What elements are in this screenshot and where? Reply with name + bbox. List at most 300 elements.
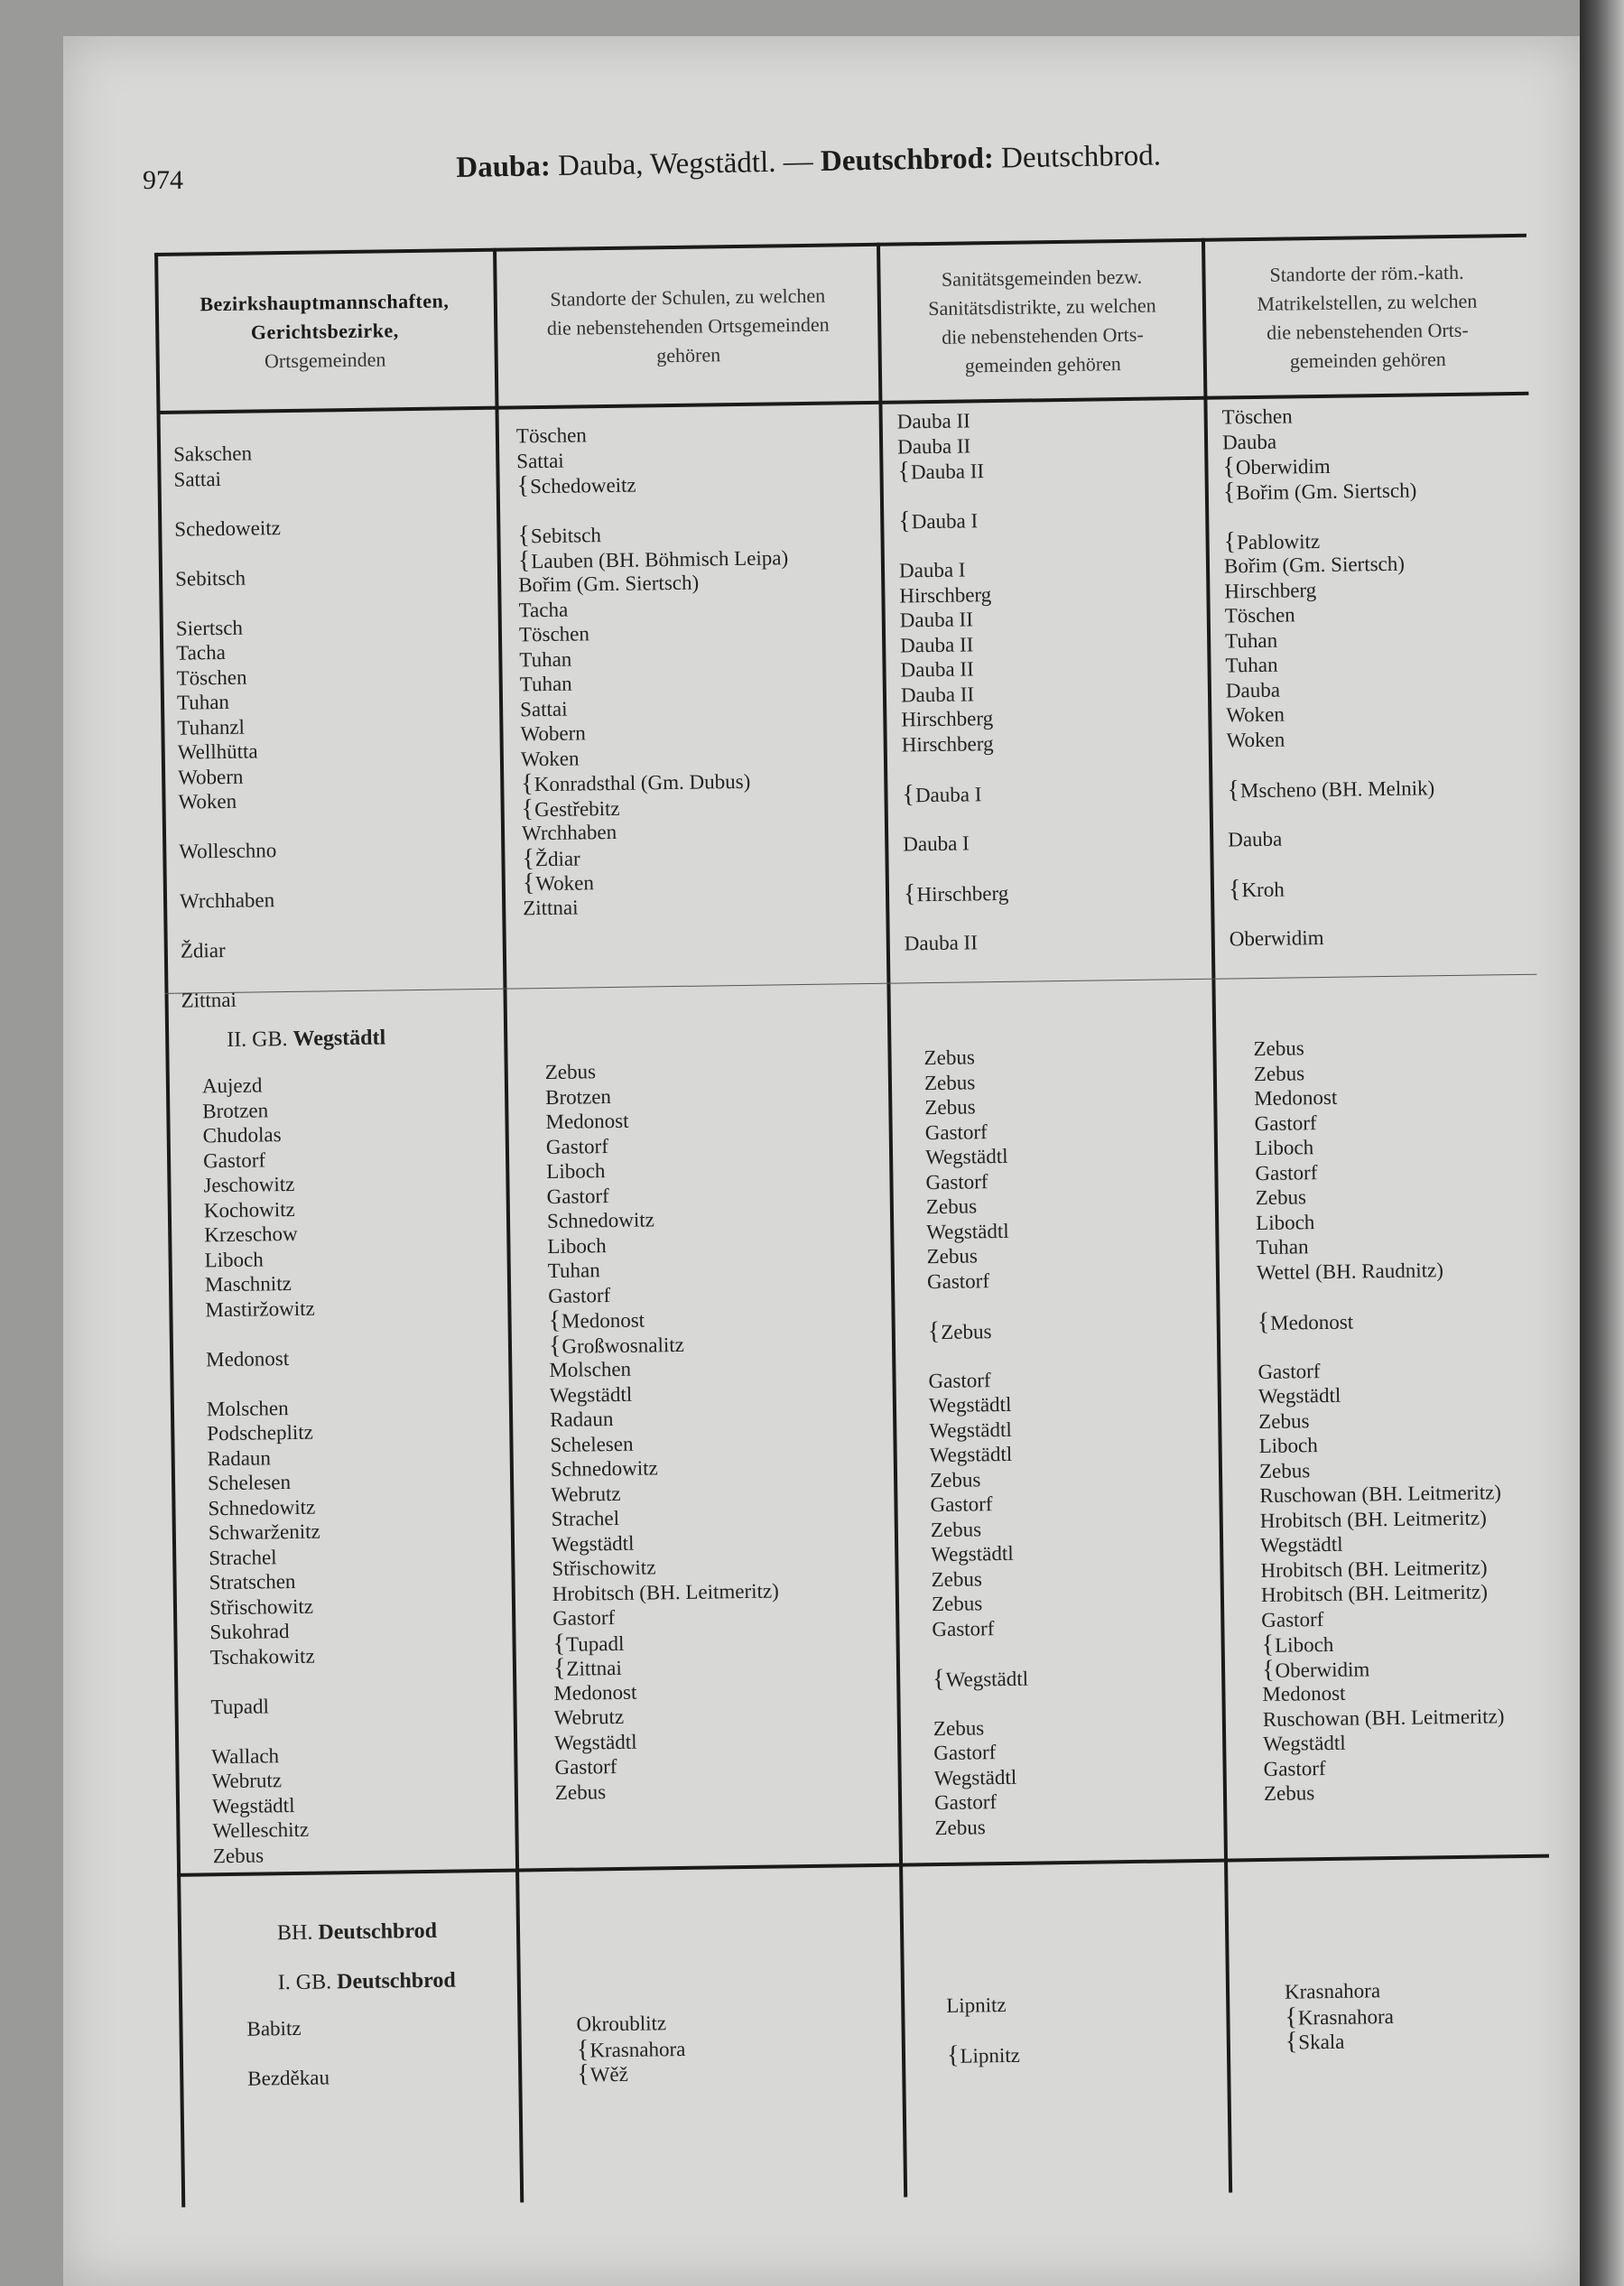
header-col1	[159, 257, 490, 406]
table-cell-entry: Sukohrad	[209, 1620, 290, 1644]
table-cell-entry: Sakschen	[172, 441, 253, 466]
table-cell-entry: Gastorf	[1257, 1359, 1321, 1383]
table-cell-entry	[577, 2060, 686, 2086]
table-cell-text: Großwosnalitz	[561, 1333, 685, 1358]
table-cell-entry: Molschen	[206, 1396, 289, 1420]
table-cell-entry: Welleschitz	[212, 1817, 310, 1843]
table-cell-entry: Dauba II	[904, 930, 979, 954]
title-part2: Deutschbrod.	[993, 139, 1162, 175]
table-cell-entry	[902, 780, 1007, 806]
brace-mark: {	[516, 471, 530, 500]
table-cell-entry: Zebus	[1255, 1185, 1307, 1210]
table-cell-entry: Brotzen	[544, 1084, 612, 1109]
section3-gb-pre: I. GB.	[277, 1970, 338, 1995]
table-cell-entry: Wrchhaben	[521, 820, 617, 845]
table-cell-text: Ždiar	[534, 846, 580, 870]
table-cell-entry	[947, 2042, 1020, 2068]
table-cell-entry: Wegstädtl	[1259, 1532, 1343, 1557]
table-cell-entry: Hrobitsch (BH. Leitmeritz)	[1260, 1556, 1488, 1582]
table-cell-entry	[179, 813, 285, 840]
brace-mark: {	[577, 2059, 589, 2088]
table-cell-entry: Siertsch	[175, 616, 244, 640]
table-cell-entry: Wegstädtl	[924, 1144, 1008, 1169]
table-cell-entry: Wegstädtl	[553, 1730, 637, 1754]
table-cell-entry: Wegstädtl	[549, 1382, 633, 1407]
table-cell-text: Skala	[1298, 2030, 1345, 2054]
table-cell-entry: Tuhan	[176, 690, 230, 714]
table-cell-text: Dauba I	[911, 509, 979, 534]
brace-mark: {	[517, 545, 531, 574]
table-cell-entry	[933, 1690, 1028, 1716]
table-cell-entry	[548, 1306, 775, 1334]
table-cell-entry: Schelesen	[207, 1471, 292, 1495]
table-cell-entry	[904, 905, 1009, 931]
table-cell-entry	[521, 793, 792, 822]
section3-col4	[1285, 1978, 1395, 2054]
table-cell-entry: Hirschberg	[901, 707, 994, 731]
table-cell-entry: Wegstädtl	[933, 1765, 1017, 1789]
brace-mark: {	[521, 794, 534, 822]
brace-mark: {	[552, 1653, 566, 1682]
table-cell-entry: Liboch	[547, 1233, 607, 1258]
header-col4-line4: gemeinden gehören	[1289, 348, 1446, 373]
table-cell-entry	[211, 1718, 323, 1744]
table-cell-entry: Wegstädtl	[1257, 1383, 1341, 1408]
table-cell-text: Sebitsch	[530, 524, 602, 548]
page-number: 974	[143, 165, 183, 195]
table-cell-entry: Gastorf	[1261, 1607, 1324, 1631]
section3-col1	[246, 2015, 329, 2091]
table-cell-entry: Zebus	[1258, 1458, 1311, 1482]
table-cell-entry: Wegstädtl	[926, 1219, 1009, 1243]
table-cell-text: Hirschberg	[916, 881, 1009, 906]
table-cell-entry: Wegstädtl	[211, 1793, 295, 1817]
table-cell-entry: Wegstädtl	[929, 1417, 1012, 1442]
brace-mark: {	[1261, 1655, 1275, 1684]
table-cell-entry: Liboch	[1255, 1210, 1315, 1234]
table-cell-entry: Dauba I	[898, 558, 966, 582]
header-col1-line2: Gerichtsbezirke,	[250, 319, 399, 344]
table-cell-entry: Schnedowitz	[550, 1456, 658, 1481]
table-cell-entry: Bořim (Gm. Siertsch)	[518, 571, 700, 597]
table-cell-entry: Dauba II	[896, 409, 971, 433]
section3-col2	[576, 2011, 686, 2086]
table-cell-entry	[210, 1668, 322, 1695]
title-part1-bold: Dauba:	[456, 150, 552, 184]
table-cell-entry: Wobern	[520, 721, 586, 746]
table-cell-entry: Babitz	[246, 2016, 302, 2040]
table-cell-entry: Hrobitsch (BH. Leitmeritz)	[1259, 1506, 1487, 1532]
table-cell-entry: Mastiržowitz	[205, 1296, 315, 1321]
table-cell-text: Medonost	[561, 1308, 645, 1333]
table-cell-entry: Zebus	[1258, 1408, 1310, 1433]
brace-mark: {	[1222, 477, 1236, 506]
header-col4-line3: die nebenstehenden Orts-	[1266, 318, 1469, 344]
table-cell-entry	[928, 1343, 1024, 1369]
table-cell-entry: Schedoweitz	[174, 516, 281, 541]
table-cell-entry: Hrobitsch (BH. Leitmeritz)	[1260, 1580, 1489, 1607]
table-cell-entry: Hirschberg	[901, 731, 994, 756]
header-col2-line3: gehören	[656, 343, 721, 367]
table-cell-entry: Gastorf	[554, 1755, 617, 1779]
section3-bh-heading	[277, 1919, 437, 1946]
table-cell-entry: Tuhan	[519, 647, 572, 671]
table-cell-entry: Liboch	[546, 1159, 606, 1184]
header-col3-line3: die nebenstehenden Orts-	[941, 322, 1144, 348]
table-cell-entry	[521, 767, 792, 796]
table-cell-entry: Radaun	[549, 1408, 614, 1432]
title-part2-bold: Deutschbrod:	[820, 142, 995, 178]
table-cell-entry: Medonost	[1262, 1681, 1346, 1706]
table-cell-entry: Zebus	[923, 1070, 976, 1094]
table-cell-entry	[517, 519, 788, 548]
brace-mark: {	[517, 521, 531, 550]
table-cell-text: Wegstädtl	[945, 1667, 1029, 1691]
table-cell-entry	[927, 1293, 1023, 1319]
brace-mark: {	[1223, 526, 1237, 555]
table-cell-entry	[516, 469, 787, 498]
table-cell-entry: Kochowitz	[203, 1197, 295, 1222]
section1-divider	[164, 974, 1536, 994]
table-cell-text: Tupadl	[565, 1631, 625, 1656]
table-cell-entry: Zebus	[212, 1843, 264, 1867]
table-cell-entry	[897, 458, 1003, 484]
table-cell-entry	[517, 495, 788, 524]
table-cell-entry	[1223, 501, 1431, 529]
table-cell-entry: Krzeschow	[204, 1222, 298, 1247]
table-cell-text: Mscheno (BH. Melnik)	[1239, 776, 1435, 802]
table-cell-entry: Liboch	[1254, 1136, 1314, 1160]
table-cell-entry	[552, 1628, 779, 1656]
table-cell-entry: Bořim (Gm. Siertsch)	[1223, 552, 1406, 578]
table-cell-entry	[518, 544, 789, 573]
table-cell-entry: Molschen	[549, 1357, 632, 1382]
table-cell-entry: Zebus	[926, 1244, 979, 1268]
brace-mark: {	[897, 457, 911, 486]
table-cell-entry	[1285, 2003, 1394, 2030]
table-cell-entry	[1223, 526, 1431, 554]
table-cell-entry: Wegstädtl	[928, 1392, 1012, 1417]
table-cell-entry: Tuhan	[519, 672, 572, 696]
table-cell-entry: Zebus	[931, 1566, 983, 1591]
table-cell-entry	[549, 1330, 775, 1358]
table-cell-entry: Maschnitz	[204, 1271, 292, 1296]
table-cell-entry: Gastorf	[202, 1148, 266, 1172]
table-cell-entry: Zebus	[923, 1045, 975, 1070]
table-cell-entry	[180, 863, 286, 889]
table-cell-entry: Tuhanzl	[177, 715, 246, 739]
table-cell-entry: Zebus	[1253, 1061, 1305, 1085]
table-cell-entry	[175, 590, 282, 616]
table-cell-entry	[206, 1321, 318, 1347]
table-cell-text: Krasnahora	[589, 2037, 686, 2061]
table-cell-entry	[180, 913, 286, 939]
table-cell-text: Dauba I	[914, 782, 982, 806]
table-cell-entry: Bezděkau	[247, 2066, 330, 2090]
section2-col2	[545, 1057, 783, 1805]
table-cell-entry	[1228, 849, 1435, 877]
table-cell-entry	[1227, 775, 1434, 803]
section2-divider	[177, 1854, 1549, 1877]
table-cell-entry: Zebus	[929, 1467, 981, 1491]
table-cell-entry: Ždiar	[180, 938, 226, 962]
header-col4-line1: Standorte der röm.-kath.	[1269, 260, 1464, 286]
table-cell-entry: Oberwidim	[1229, 925, 1324, 950]
table-cell-entry: Sattai	[516, 449, 564, 472]
table-cell-entry: Wegstädtl	[931, 1541, 1014, 1566]
table-cell-text: Schedoweitz	[529, 473, 636, 498]
table-cell-entry: Zittnai	[523, 896, 579, 919]
table-cell-entry	[174, 490, 281, 516]
table-cell-entry: Tuhan	[1256, 1235, 1309, 1259]
table-cell-entry: Brotzen	[202, 1098, 269, 1122]
table-cell-entry: Töschen	[518, 622, 590, 646]
table-cell-entry: Gastorf	[930, 1492, 993, 1517]
table-cell-text: Kroh	[1241, 878, 1285, 901]
table-cell-text: Bořim (Gm. Siertsch)	[1236, 478, 1417, 504]
table-cell-entry: Gastorf	[924, 1120, 988, 1144]
brace-mark: {	[522, 843, 535, 872]
header-col2-line1: Standorte der Schulen, zu welchen	[550, 283, 826, 311]
table-cell-entry: Webrutz	[551, 1482, 621, 1506]
table-cell-text: Oberwidim	[1275, 1657, 1370, 1682]
table-cell-entry: Zebus	[924, 1095, 976, 1120]
brace-mark: {	[903, 878, 916, 907]
book-gutter	[1580, 0, 1624, 2286]
header-col1-line3: Ortsgemeinden	[264, 348, 386, 373]
table-cell-entry: Wobern	[177, 765, 244, 789]
table-cell-entry: Wellhütta	[177, 739, 258, 764]
table-cell-entry: Dauba II	[900, 682, 975, 706]
brace-mark: {	[1257, 1307, 1270, 1336]
brace-mark: {	[1285, 2027, 1298, 2056]
header-col3-line4: gemeinden gehören	[964, 352, 1121, 377]
brace-mark: {	[1285, 2003, 1298, 2031]
table-cell-entry: Tuhan	[1225, 653, 1278, 677]
table-cell-entry: Schnedowitz	[208, 1495, 316, 1519]
table-cell-entry	[1229, 898, 1436, 926]
table-cell-text: Liboch	[1274, 1632, 1334, 1657]
table-cell-entry: Webrutz	[553, 1705, 625, 1729]
header-col3	[881, 247, 1203, 396]
table-cell-entry	[903, 805, 1008, 832]
section2-col4	[1253, 1033, 1506, 1806]
title-part1: Dauba, Wegstädtl. —	[550, 144, 821, 183]
table-cell-entry: Gastorf	[546, 1184, 609, 1208]
table-cell-entry: Wegstädtl	[1263, 1731, 1346, 1756]
table-cell-entry: Tschakowitz	[209, 1644, 315, 1668]
table-cell-entry	[898, 532, 1004, 558]
table-cell-text: Gestřebitz	[534, 796, 620, 821]
table-cell-entry: Gastorf	[933, 1741, 997, 1765]
table-cell-entry: Radaun	[207, 1445, 272, 1470]
table-cell-entry: Aujezd	[201, 1073, 263, 1098]
table-cell-entry	[898, 507, 1004, 534]
header-col3-line1: Sanitätsgemeinden bezw.	[941, 265, 1143, 291]
table-cell-text: Krasnahora	[1297, 2004, 1395, 2029]
table-cell-entry: Gastorf	[548, 1283, 611, 1307]
table-cell-entry	[933, 1665, 1028, 1691]
table-cell-entry	[553, 1652, 780, 1680]
data-table	[153, 166, 1554, 2207]
table-cell-entry: Zebus	[544, 1060, 597, 1084]
table-cell-entry: Zebus	[1263, 1781, 1315, 1805]
table-cell-entry: Gastorf	[552, 1606, 616, 1630]
table-cell-entry	[1229, 874, 1436, 902]
table-cell-entry: Woken	[1226, 728, 1285, 751]
table-cell-entry: Liboch	[1258, 1434, 1318, 1458]
table-cell-entry	[898, 482, 1004, 508]
table-cell-entry: Tacha	[518, 598, 569, 621]
section2-col3	[923, 1045, 1030, 1840]
table-cell-entry	[902, 756, 1007, 782]
table-cell-entry: Gastorf	[1263, 1756, 1326, 1780]
table-cell-entry	[1222, 451, 1430, 479]
table-cell-entry: Wallach	[211, 1743, 280, 1768]
table-cell-entry: Střischowitz	[209, 1594, 314, 1619]
table-cell-entry: Wrchhaben	[179, 888, 275, 913]
table-cell-entry: Podscheplitz	[207, 1420, 314, 1445]
brace-mark: {	[932, 1664, 945, 1693]
table-cell-entry	[1228, 799, 1435, 827]
table-cell-entry: Zebus	[1253, 1036, 1304, 1061]
table-cell-entry: Strachel	[209, 1545, 277, 1569]
table-cell-entry: Stratschen	[209, 1569, 296, 1594]
table-cell-entry: Wettel (BH. Raudnitz)	[1256, 1258, 1444, 1284]
section2-col1	[202, 1073, 325, 1869]
section3-bh-pre: BH.	[276, 1920, 319, 1946]
table-cell-entry: Zebus	[934, 1815, 986, 1839]
table-cell-entry: Sebitsch	[174, 566, 246, 590]
table-cell-entry	[928, 1317, 1024, 1343]
table-cell-entry: Dauba II	[900, 632, 974, 656]
table-cell-entry: Gastorf	[925, 1169, 988, 1194]
table-cell-entry	[1227, 749, 1434, 777]
table-cell-entry	[1262, 1629, 1504, 1657]
table-cell-entry: Hrobitsch (BH. Leitmeritz)	[552, 1578, 779, 1605]
table-cell-entry: Zebus	[925, 1194, 978, 1219]
header-col2	[497, 252, 878, 402]
table-cell-entry: Wolleschno	[179, 839, 277, 863]
header-col3-line2: Sanitätsdistrikte, zu welchen	[928, 293, 1156, 321]
table-cell-entry: Gastorf	[932, 1616, 995, 1640]
brace-mark: {	[552, 1629, 566, 1658]
table-cell-entry	[576, 2034, 686, 2064]
table-cell-text: Pablowitz	[1236, 529, 1321, 553]
table-cell-text: Konradsthal (Gm. Dubus)	[534, 769, 751, 796]
section2-heading-pre: II. GB.	[227, 1027, 293, 1052]
table-cell-entry: Okroublitz	[576, 2012, 667, 2036]
table-cell-entry: Sattai	[519, 697, 568, 720]
header-col4-line2: Matrikelstellen, zu welchen	[1257, 289, 1478, 315]
brace-mark: {	[548, 1306, 561, 1335]
table-cell-entry	[523, 867, 793, 896]
section3-gb-heading	[278, 1969, 456, 1996]
table-cell-entry: Zittnai	[181, 988, 237, 1012]
table-cell-entry: Krasnahora	[1284, 1979, 1381, 2003]
table-cell-entry: Wegstädtl	[929, 1442, 1013, 1467]
section2-heading	[227, 1027, 385, 1053]
table-cell-entry	[946, 2017, 1019, 2043]
table-cell-entry: Schwarženitz	[208, 1519, 320, 1545]
table-cell-entry: Gastorf	[545, 1134, 609, 1158]
table-cell-entry: Ruschowan (BH. Leitmeritz)	[1262, 1704, 1505, 1731]
table-cell-entry: Tuhan	[547, 1259, 600, 1283]
section1-col1	[173, 441, 287, 1013]
table-cell-entry	[175, 540, 282, 566]
brace-mark: {	[1227, 775, 1240, 804]
table-cell-entry: Schnedowitz	[546, 1208, 655, 1233]
table-cell-entry: Wegstädtl	[551, 1531, 635, 1556]
table-cell-entry: Liboch	[204, 1247, 264, 1271]
table-cell-entry: Gastorf	[933, 1790, 998, 1815]
brace-mark: {	[946, 2040, 960, 2069]
table-cell-entry	[904, 879, 1009, 906]
table-cell-entry: Töschen	[1221, 404, 1293, 429]
table-cell-entry: Zebus	[930, 1517, 982, 1541]
brace-mark: {	[1261, 1630, 1275, 1659]
brace-mark: {	[898, 506, 911, 535]
table-cell-entry: Gastorf	[1255, 1160, 1318, 1185]
table-cell-entry: Gastorf	[928, 1368, 991, 1392]
table-cell-entry: Medonost	[1254, 1085, 1338, 1110]
table-cell-entry: Zebus	[554, 1780, 607, 1804]
table-cell-entry: Dauba	[1225, 678, 1281, 702]
table-cell-entry: Ruschowan (BH. Leitmeritz)	[1259, 1481, 1502, 1508]
table-cell-entry: Gastorf	[926, 1268, 990, 1293]
table-cell-entry: Dauba II	[899, 608, 974, 632]
table-cell-entry	[1257, 1331, 1499, 1359]
table-cell-entry: Jeschowitz	[203, 1172, 295, 1197]
brace-mark: {	[902, 779, 915, 808]
table-cell-entry: Webrutz	[211, 1769, 283, 1793]
brace-mark: {	[548, 1331, 561, 1360]
table-cell-entry	[933, 1640, 1028, 1667]
section1-col3	[897, 408, 1010, 956]
table-cell-entry: Dauba II	[900, 657, 974, 682]
table-cell-entry	[1257, 1306, 1499, 1334]
table-cell-text: Zebus	[941, 1319, 992, 1343]
table-cell-entry: Töschen	[515, 423, 588, 448]
table-cell-text: Lauben (BH. Böhmisch Leipa)	[531, 545, 789, 572]
table-cell-entry: Sattai	[173, 467, 222, 491]
table-cell-entry: Zebus	[931, 1592, 983, 1616]
table-cell-entry	[181, 962, 287, 989]
table-cell-entry: Woken	[520, 746, 580, 770]
table-cell-text: Oberwidim	[1235, 454, 1331, 479]
table-cell-entry: Gastorf	[1254, 1110, 1317, 1135]
table-cell-entry: Schelesen	[550, 1432, 634, 1456]
table-cell-entry: Hirschberg	[899, 582, 992, 608]
table-cell-entry	[1257, 1281, 1499, 1309]
brace-mark: {	[576, 2034, 589, 2064]
table-cell-entry: Chudolas	[202, 1123, 282, 1148]
header-col1-line1: Bezirkshauptmannschaften,	[200, 289, 450, 316]
table-cell-text: Zittnai	[566, 1656, 622, 1680]
table-cell-entry: Medonost	[545, 1109, 629, 1134]
header-col2-line2: die nebenstehenden Ortsgemeinden	[546, 312, 830, 339]
table-cell-entry	[903, 855, 1008, 881]
brace-mark: {	[522, 869, 535, 897]
table-cell-entry: Tupadl	[210, 1694, 270, 1718]
table-cell-text: Wěž	[589, 2062, 629, 2086]
table-cell-entry	[1285, 2028, 1395, 2054]
table-cell-entry: Lipnitz	[946, 1993, 1007, 2017]
header-col4	[1206, 243, 1528, 392]
table-cell-entry: Střischowitz	[552, 1556, 656, 1580]
table-cell-entry: Dauba	[1228, 827, 1283, 850]
table-cell-text: Medonost	[1269, 1310, 1354, 1334]
